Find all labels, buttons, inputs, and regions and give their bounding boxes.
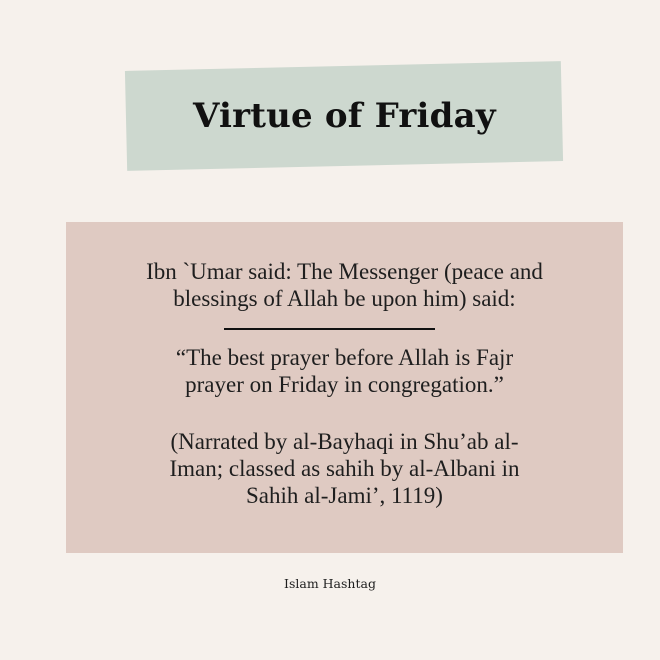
hadith-reference-line: (Narrated by al-Bayhaqi in Shu’ab al- bbox=[170, 429, 519, 454]
hadith-reference-line: Iman; classed as sahih by al-Albani in bbox=[169, 456, 520, 481]
hadith-intro bbox=[66, 258, 623, 312]
title-banner bbox=[125, 61, 563, 171]
hadith-reference bbox=[66, 428, 623, 509]
hadith-quote bbox=[66, 344, 623, 398]
hadith-reference-line: Sahih al-Jami’, 1119) bbox=[246, 483, 443, 508]
hadith-intro-line: blessings of Allah be upon him) said: bbox=[173, 286, 516, 311]
page-title: Virtue of Friday bbox=[192, 96, 496, 136]
hadith-quote-line: prayer on Friday in congregation.” bbox=[185, 372, 504, 397]
hadith-card bbox=[66, 222, 623, 553]
divider-line bbox=[224, 328, 435, 330]
footer-brand: Islam Hashtag bbox=[284, 576, 376, 591]
hadith-quote-line: “The best prayer before Allah is Fajr bbox=[175, 345, 514, 370]
hadith-intro-line: Ibn `Umar said: The Messenger (peace and bbox=[146, 259, 543, 284]
